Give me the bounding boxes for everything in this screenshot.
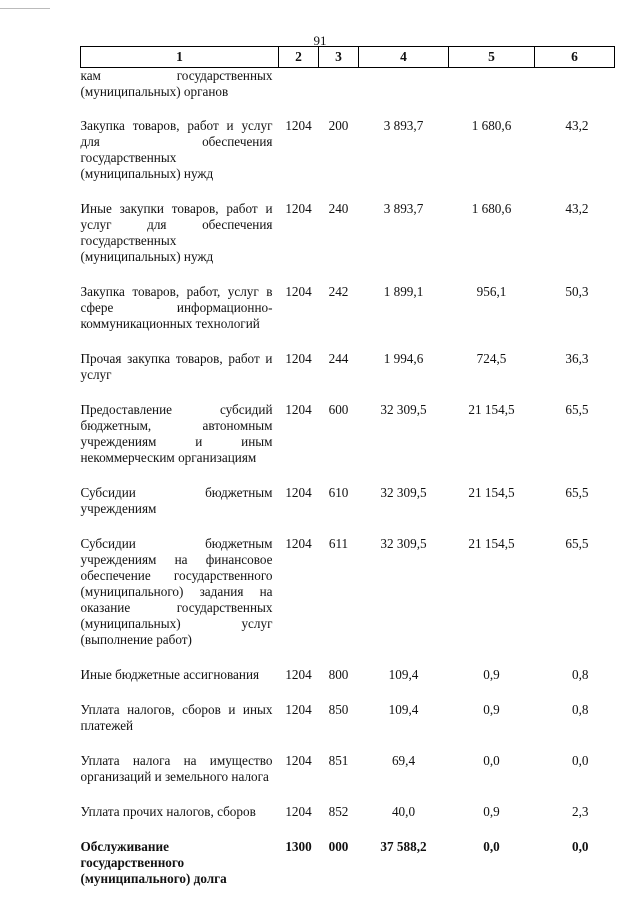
header-col-3: 3: [319, 47, 359, 68]
row-approved-value: 3 893,7: [359, 118, 449, 201]
row-approved-value: 32 309,5: [359, 485, 449, 536]
row-executed-value: 956,1: [449, 284, 535, 351]
row-section-code: 1204: [279, 804, 319, 839]
row-percent-value: 43,2: [535, 118, 615, 201]
row-approved-value: 109,4: [359, 702, 449, 753]
table-header: [81, 47, 615, 68]
header-col-2: 2: [279, 47, 319, 68]
row-name-cell: Уплата прочих налогов, сборов: [81, 804, 279, 839]
row-approved-value: 37 588,2: [359, 839, 449, 906]
row-expense-code: [319, 68, 359, 119]
row-percent-value: 65,5: [535, 536, 615, 667]
row-name-cell: Субсидии бюджетным учреждениям: [81, 485, 279, 536]
table-body: [81, 68, 615, 906]
row-section-code: 1204: [279, 118, 319, 201]
row-approved-value: 109,4: [359, 667, 449, 702]
budget-table: [80, 46, 615, 906]
table-row: [81, 284, 615, 351]
row-name-cell: Закупка товаров, работ, услуг в сфере информационно-коммуникационных технологий: [81, 284, 279, 351]
row-section-code: 1204: [279, 536, 319, 667]
row-name-cell: Предоставление субсидий бюджетным, автономным учреждениям и иным некоммерческим организациям: [81, 402, 279, 485]
row-expense-code: 242: [319, 284, 359, 351]
row-name-cell: Прочая закупка товаров, работ и услуг: [81, 351, 279, 402]
table-row: [81, 667, 615, 702]
row-section-code: 1204: [279, 485, 319, 536]
table-row: [81, 839, 615, 906]
row-section-code: [279, 68, 319, 119]
row-approved-value: 32 309,5: [359, 402, 449, 485]
row-executed-value: 0,0: [449, 839, 535, 906]
row-approved-value: 1 899,1: [359, 284, 449, 351]
row-percent-value: 65,5: [535, 485, 615, 536]
row-section-code: 1204: [279, 351, 319, 402]
row-approved-value: [359, 68, 449, 119]
row-percent-value: 36,3: [535, 351, 615, 402]
row-percent-value: 2,3: [535, 804, 615, 839]
table-row: [81, 702, 615, 753]
row-percent-value: 0,8: [535, 667, 615, 702]
row-section-code: 1204: [279, 284, 319, 351]
table-row: [81, 485, 615, 536]
row-section-code: 1204: [279, 402, 319, 485]
row-expense-code: 850: [319, 702, 359, 753]
row-name-cell: Уплата налогов, сборов и иных платежей: [81, 702, 279, 753]
row-percent-value: 0,0: [535, 753, 615, 804]
row-approved-value: 69,4: [359, 753, 449, 804]
row-section-code: 1300: [279, 839, 319, 906]
scan-edge-line: [0, 8, 50, 9]
row-name-cell: Уплата налога на имущество организаций и земельного налога: [81, 753, 279, 804]
row-executed-value: 21 154,5: [449, 536, 535, 667]
table-row: [81, 68, 615, 119]
table-row: [81, 402, 615, 485]
row-section-code: 1204: [279, 702, 319, 753]
row-executed-value: 0,9: [449, 667, 535, 702]
row-executed-value: 1 680,6: [449, 201, 535, 284]
row-expense-code: 851: [319, 753, 359, 804]
table-row: [81, 201, 615, 284]
row-executed-value: 21 154,5: [449, 402, 535, 485]
row-name-cell: Обслуживание государственного (муниципального) долга: [81, 839, 279, 906]
row-percent-value: 0,0: [535, 839, 615, 906]
row-executed-value: [449, 68, 535, 119]
row-expense-code: 611: [319, 536, 359, 667]
row-expense-code: 240: [319, 201, 359, 284]
row-approved-value: 40,0: [359, 804, 449, 839]
header-row: [81, 47, 615, 68]
page-number: 91: [0, 33, 640, 49]
row-section-code: 1204: [279, 667, 319, 702]
row-percent-value: [535, 68, 615, 119]
header-col-4: 4: [359, 47, 449, 68]
row-percent-value: 0,8: [535, 702, 615, 753]
header-col-5: 5: [449, 47, 535, 68]
row-expense-code: 244: [319, 351, 359, 402]
row-percent-value: 50,3: [535, 284, 615, 351]
row-approved-value: 1 994,6: [359, 351, 449, 402]
row-name-cell: кам государственных (муниципальных) органов: [81, 68, 279, 119]
row-section-code: 1204: [279, 201, 319, 284]
row-expense-code: 200: [319, 118, 359, 201]
row-executed-value: 21 154,5: [449, 485, 535, 536]
row-percent-value: 43,2: [535, 201, 615, 284]
row-percent-value: 65,5: [535, 402, 615, 485]
table-row: [81, 118, 615, 201]
row-executed-value: 0,9: [449, 702, 535, 753]
row-name-cell: Иные бюджетные ассигнования: [81, 667, 279, 702]
row-approved-value: 3 893,7: [359, 201, 449, 284]
header-col-6: 6: [535, 47, 615, 68]
table-row: [81, 804, 615, 839]
row-expense-code: 800: [319, 667, 359, 702]
row-executed-value: 724,5: [449, 351, 535, 402]
table-row: [81, 536, 615, 667]
table-row: [81, 753, 615, 804]
header-col-1: 1: [81, 47, 279, 68]
row-name-cell: Субсидии бюджетным учреждениям на финансовое обеспечение государственного (муниципального) задания на оказание государственных (муниципальных) услуг (выполнение работ): [81, 536, 279, 667]
row-expense-code: 600: [319, 402, 359, 485]
row-name-cell: Закупка товаров, работ и услуг для обеспечения государственных (муниципальных) нужд: [81, 118, 279, 201]
row-expense-code: 000: [319, 839, 359, 906]
row-expense-code: 610: [319, 485, 359, 536]
row-executed-value: 1 680,6: [449, 118, 535, 201]
row-executed-value: 0,0: [449, 753, 535, 804]
row-executed-value: 0,9: [449, 804, 535, 839]
row-section-code: 1204: [279, 753, 319, 804]
table-row: [81, 351, 615, 402]
row-name-cell: Иные закупки товаров, работ и услуг для обеспечения государственных (муниципальных) нужд: [81, 201, 279, 284]
row-expense-code: 852: [319, 804, 359, 839]
row-approved-value: 32 309,5: [359, 536, 449, 667]
